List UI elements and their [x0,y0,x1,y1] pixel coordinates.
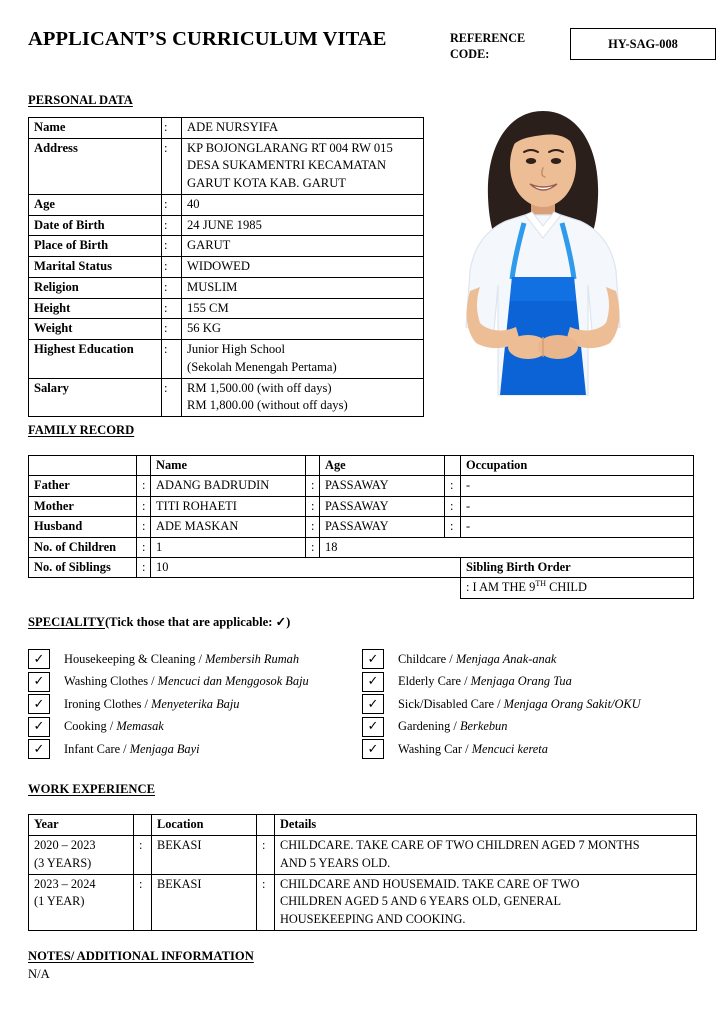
personal-data-value-line: DESA SUKAMENTRI KECAMATAN [187,158,387,173]
family-record-row [29,496,694,516]
notes-value: N/A [28,967,50,981]
family-children-row [29,537,694,557]
personal-data-colon: : [162,319,182,340]
personal-data-value [182,277,424,298]
speciality-label-my: Menjaga Bayi [129,741,200,756]
speciality-label-separator: / [450,719,460,734]
personal-data-label: Highest Education [29,340,162,378]
speciality-item[interactable] [28,738,362,761]
personal-data-row [29,298,424,319]
children-colon-1: : [137,537,151,557]
personal-data-row [29,236,424,257]
personal-data-value-line: 56 KG [187,321,221,336]
we-details-line: AND 5 YEARS OLD. [280,855,391,870]
speciality-label-my: Menjaga Orang Sakit/OKU [503,696,641,711]
family-name: TITI ROHAETI [151,496,306,516]
section-heading-work-experience: WORK EXPERIENCE [28,782,156,796]
speciality-item[interactable] [362,671,696,694]
personal-data-colon: : [162,340,182,378]
work-experience-table [28,814,697,931]
personal-data-value-line: KP BOJONGLARANG RT 004 RW 015 [187,140,393,155]
speciality-label [398,674,572,689]
sibling-birth-order-title: Sibling Birth Order [461,557,694,577]
speciality-label-en: Elderly Care [398,674,461,689]
personal-data-value-line: Junior High School [187,342,285,357]
family-age: PASSAWAY [320,517,445,537]
checkbox-checked-icon[interactable]: ✓ [28,672,50,692]
family-occupation: - [461,476,694,496]
we-colon-2: : [257,836,275,875]
applicant-photo [436,95,650,431]
speciality-list [28,648,696,761]
speciality-label-separator: / [460,674,471,689]
personal-data-label: Height [29,298,162,319]
family-record-row [29,517,694,537]
we-colon-2: : [257,875,275,931]
speciality-label-my: Mencuci kereta [471,741,548,756]
personal-data-colon: : [162,215,182,236]
family-occupation: - [461,517,694,537]
reference-code-label: REFERENCE CODE: [450,31,526,61]
speciality-column-left [28,648,362,761]
family-name: ADE MASKAN [151,517,306,537]
speciality-label [64,742,200,757]
checkbox-checked-icon[interactable]: ✓ [28,739,50,759]
speciality-label [398,742,548,757]
personal-data-colon: : [162,298,182,319]
personal-data-row [29,257,424,278]
children-label: No. of Children [29,537,137,557]
speciality-column-right [362,648,696,761]
personal-data-colon: : [162,236,182,257]
family-occupation: - [461,496,694,516]
speciality-label-my: Menjaga Anak-anak [455,651,557,666]
speciality-label [398,719,507,734]
family-name: ADANG BADRUDIN [151,476,306,496]
speciality-item[interactable] [28,648,362,671]
personal-data-value [182,215,424,236]
section-heading-family-record: FAMILY RECORD [28,423,135,437]
we-colon-1: : [134,836,152,875]
family-age: PASSAWAY [320,476,445,496]
personal-data-value [182,194,424,215]
children-age: 18 [320,537,694,557]
personal-data-value [182,340,424,378]
family-header-spacer-3 [445,456,461,476]
family-colon-1: : [137,476,151,496]
we-year-line: 2023 – 2024 [34,877,96,892]
personal-data-colon: : [162,194,182,215]
personal-data-value [182,138,424,194]
speciality-label-my: Menjaga Orang Tua [470,674,572,689]
family-record-table [28,455,694,599]
speciality-label-my: Berkebun [459,719,508,734]
applicant-photo-illustration [436,95,650,431]
personal-data-colon: : [162,257,182,278]
family-colon-1: : [137,517,151,537]
family-siblings-row [29,557,694,577]
personal-data-row [29,277,424,298]
personal-data-label: Age [29,194,162,215]
family-header-name: Name [151,456,306,476]
personal-data-table [28,117,424,417]
we-header-spacer-2 [257,815,275,836]
personal-data-value-line: WIDOWED [187,259,250,274]
speciality-label [64,652,299,667]
checkbox-checked-icon[interactable]: ✓ [28,649,50,669]
speciality-note: (Tick those that are applicable: ✓) [104,615,291,629]
personal-data-colon: : [162,378,182,416]
personal-data-row [29,194,424,215]
speciality-label [64,697,240,712]
family-colon-3: : [445,496,461,516]
personal-data-value-line: RM 1,800.00 (without off days) [187,398,348,413]
speciality-item[interactable] [362,648,696,671]
personal-data-colon: : [162,277,182,298]
birth-order-ordinal-suffix: TH [535,579,546,589]
personal-data-label: Name [29,118,162,139]
children-count: 1 [151,537,306,557]
section-heading-speciality [28,613,290,631]
children-colon-2: : [306,537,320,557]
checkbox-checked-icon[interactable]: ✓ [362,694,384,714]
siblings-label: No. of Siblings [29,557,137,577]
we-year [29,875,134,931]
we-details [275,836,697,875]
speciality-item[interactable] [28,671,362,694]
speciality-label-my: Memasak [116,719,164,734]
family-header-spacer-1 [137,456,151,476]
we-header-spacer-1 [134,815,152,836]
personal-data-row [29,340,424,378]
family-age: PASSAWAY [320,496,445,516]
personal-data-table-wrapper [28,117,424,417]
speciality-label-en: Washing Clothes [64,674,149,689]
we-year-line: 2020 – 2023 [34,838,96,853]
speciality-label [64,719,164,734]
family-role: Father [29,476,137,496]
family-colon-2: : [306,476,320,496]
speciality-label-my: Mencuci dan Menggosok Baju [157,674,309,689]
we-details-line: CHILDREN AGED 5 AND 6 YEARS OLD, GENERAL [280,894,561,909]
sibling-birth-order-value: : I AM THE 9TH CHILD [461,578,694,598]
personal-data-value-line: GARUT KOTA KAB. GARUT [187,176,346,191]
personal-data-row [29,118,424,139]
we-year [29,836,134,875]
family-record-table-wrapper [28,455,694,599]
speciality-label [398,697,641,712]
checkbox-checked-icon[interactable]: ✓ [28,717,50,737]
speciality-label-separator: / [141,696,152,711]
speciality-item[interactable] [362,693,696,716]
family-header-occupation: Occupation [461,456,694,476]
work-experience-table-wrapper [28,814,697,931]
personal-data-row [29,319,424,340]
speciality-label-separator: / [462,741,472,756]
speciality-item[interactable] [28,693,362,716]
siblings-colon: : [137,557,151,577]
personal-data-row [29,215,424,236]
work-experience-header-row [29,815,697,836]
speciality-label [398,652,556,667]
we-details-line: HOUSEKEEPING AND COOKING. [280,911,466,926]
personal-data-colon: : [162,138,182,194]
speciality-label-en: Cooking [64,719,107,734]
speciality-label-my: Menyeterika Baju [151,696,240,711]
we-header-location: Location [152,815,257,836]
checkbox-checked-icon[interactable]: ✓ [362,649,384,669]
personal-data-label: Marital Status [29,257,162,278]
speciality-label-separator: / [446,651,456,666]
speciality-label-en: Childcare [398,651,447,666]
personal-data-value [182,236,424,257]
speciality-label-separator: / [494,696,504,711]
speciality-label-separator: / [120,741,130,756]
speciality-title: SPECIALITY [28,615,105,629]
personal-data-value-line: 24 JUNE 1985 [187,217,262,232]
we-header-details: Details [275,815,697,836]
speciality-label-en: Infant Care [64,741,121,756]
work-experience-row [29,836,697,875]
family-record-header-row [29,456,694,476]
speciality-label-separator: / [148,674,158,689]
personal-data-value-line: 40 [187,196,200,211]
speciality-label-separator: / [195,651,206,666]
we-colon-1: : [134,875,152,931]
speciality-label [64,674,309,689]
personal-data-value-line: MUSLIM [187,279,238,294]
birth-order-spacer [29,578,461,598]
personal-data-value-line: (Sekolah Menengah Pertama) [187,359,337,374]
family-header-age: Age [320,456,445,476]
we-details [275,875,697,931]
personal-data-label: Weight [29,319,162,340]
family-colon-3: : [445,476,461,496]
checkbox-checked-icon[interactable]: ✓ [28,694,50,714]
family-header-spacer-2 [306,456,320,476]
work-experience-row [29,875,697,931]
we-year-line: (3 YEARS) [34,855,92,870]
we-details-line: CHILDCARE AND HOUSEMAID. TAKE CARE OF TWO [280,877,580,892]
personal-data-value [182,257,424,278]
speciality-label-en: Gardening [398,719,451,734]
personal-data-label: Salary [29,378,162,416]
personal-data-label: Religion [29,277,162,298]
siblings-count: 10 [151,557,461,577]
speciality-item[interactable] [362,738,696,761]
we-year-line: (1 YEAR) [34,894,85,909]
family-colon-2: : [306,517,320,537]
personal-data-value-line: 155 CM [187,300,229,315]
personal-data-label: Date of Birth [29,215,162,236]
reference-code-box [570,28,716,60]
family-role: Mother [29,496,137,516]
checkbox-checked-icon[interactable]: ✓ [362,739,384,759]
speciality-label-my: Membersih Rumah [205,651,300,666]
family-colon-3: : [445,517,461,537]
personal-data-label: Place of Birth [29,236,162,257]
we-location: BEKASI [152,875,257,931]
reference-code-value: HY-SAG-008 [608,36,678,51]
personal-data-value [182,298,424,319]
family-header-blank [29,456,137,476]
speciality-label-en: Sick/Disabled Care [398,696,495,711]
personal-data-row [29,138,424,194]
personal-data-value-line: RM 1,500.00 (with off days) [187,380,332,395]
speciality-item[interactable] [362,716,696,739]
family-colon-2: : [306,496,320,516]
family-record-row [29,476,694,496]
document-header [28,26,694,84]
section-heading-personal-data: PERSONAL DATA [28,93,133,107]
personal-data-value [182,118,424,139]
we-header-year: Year [29,815,134,836]
section-heading-notes: NOTES/ ADDITIONAL INFORMATION [28,949,254,963]
speciality-item[interactable] [28,716,362,739]
personal-data-label: Address [29,138,162,194]
speciality-label-en: Ironing Clothes [64,696,142,711]
we-location: BEKASI [152,836,257,875]
speciality-label-en: Washing Car [398,741,463,756]
page-title: APPLICANT’S CURRICULUM VITAE [28,28,387,50]
we-details-line: CHILDCARE. TAKE CARE OF TWO CHILDREN AGED 7 MONTHS [280,838,640,853]
checkbox-checked-icon[interactable]: ✓ [362,717,384,737]
personal-data-row [29,378,424,416]
family-colon-1: : [137,496,151,516]
speciality-label-en: Housekeeping & Cleaning [64,651,196,666]
speciality-label-separator: / [106,719,117,734]
personal-data-value [182,319,424,340]
family-birth-order-row [29,578,694,598]
family-role: Husband [29,517,137,537]
personal-data-value-line: GARUT [187,238,231,253]
checkbox-checked-icon[interactable]: ✓ [362,672,384,692]
personal-data-colon: : [162,118,182,139]
personal-data-value [182,378,424,416]
personal-data-value-line: ADE NURSYIFA [187,120,279,134]
